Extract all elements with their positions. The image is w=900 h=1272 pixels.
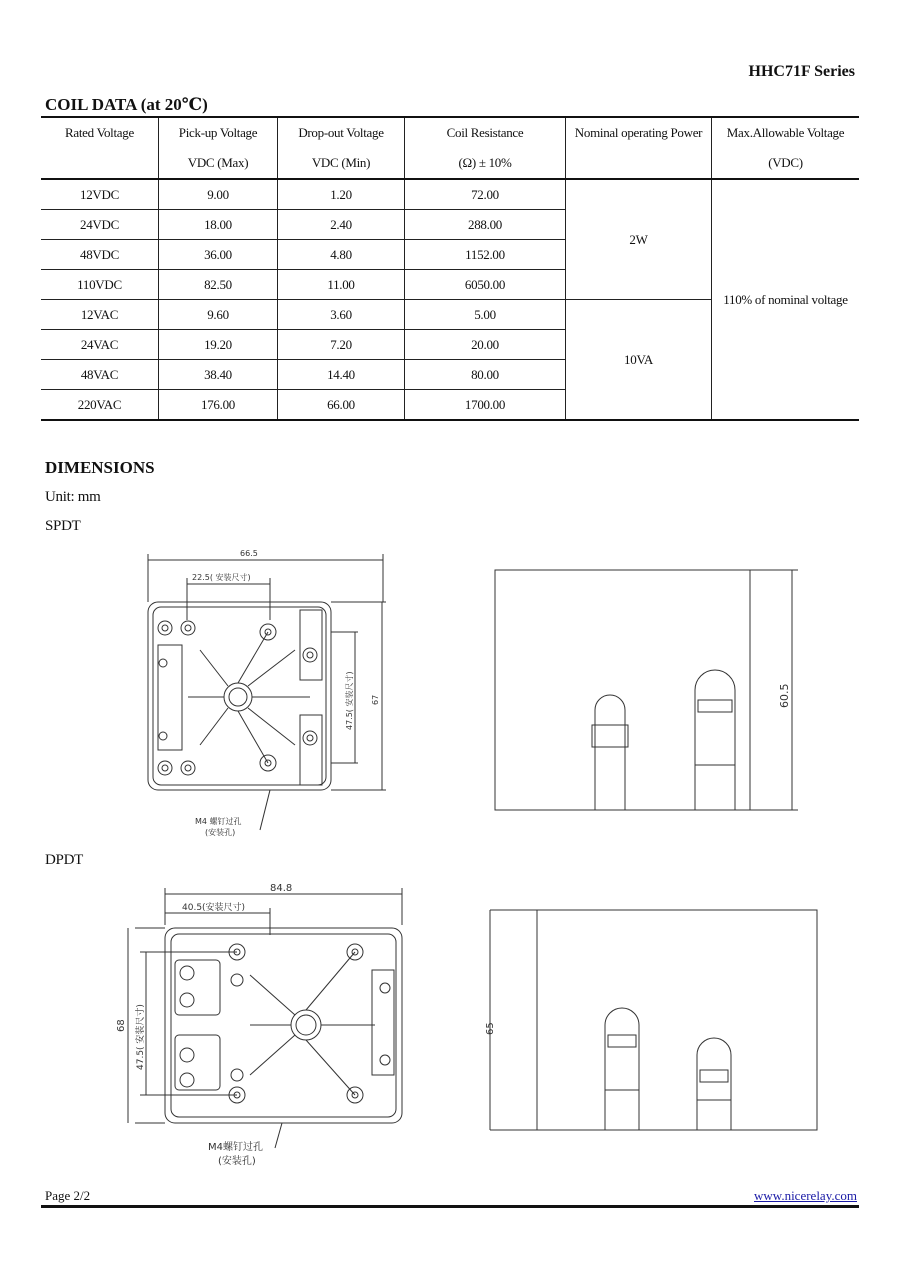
cell-dropout: 7.20 bbox=[278, 330, 405, 360]
header-pickup-unit: VDC (Max) bbox=[159, 148, 278, 179]
series-title: HHC71F Series bbox=[748, 63, 855, 80]
cell-rated: 24VAC bbox=[41, 330, 159, 360]
cell-dropout: 4.80 bbox=[278, 240, 405, 270]
spdt-side-height-dim: 60.5 bbox=[778, 683, 791, 708]
dimensions-title: DIMENSIONS bbox=[45, 458, 155, 477]
page-number: Page 2/2 bbox=[45, 1188, 91, 1203]
cell-dropout: 1.20 bbox=[278, 179, 405, 210]
cell-rated: 24VDC bbox=[41, 210, 159, 240]
spdt-screw-note: M4 螺钉过孔 bbox=[195, 817, 242, 826]
dpdt-side-view-drawing bbox=[475, 905, 820, 1135]
dpdt-mount-height-dim: 47.5( 安装尺寸) bbox=[136, 1004, 146, 1070]
cell-rated: 12VDC bbox=[41, 179, 159, 210]
cell-max-allowable: 110% of nominal voltage bbox=[712, 179, 860, 420]
header-coil-resistance: Coil Resistance bbox=[405, 117, 566, 148]
spdt-height-dim: 67 bbox=[371, 694, 380, 705]
header-power-unit bbox=[566, 148, 712, 179]
cell-power-dc: 2W bbox=[566, 179, 712, 300]
cell-dropout: 14.40 bbox=[278, 360, 405, 390]
spdt-mount-height-dim: 47.5( 安装尺寸) bbox=[345, 671, 354, 730]
header-pickup-voltage: Pick-up Voltage bbox=[159, 117, 278, 148]
coil-data-table bbox=[41, 116, 859, 421]
cell-dropout: 3.60 bbox=[278, 300, 405, 330]
spdt-mount-width-dim: 22.5( 安装尺寸) bbox=[192, 573, 251, 582]
dpdt-height-dim: 68 bbox=[116, 1019, 127, 1032]
cell-rated: 220VAC bbox=[41, 390, 159, 421]
cell-resistance: 1700.00 bbox=[405, 390, 566, 421]
header-dropout-voltage: Drop-out Voltage bbox=[278, 117, 405, 148]
cell-resistance: 6050.00 bbox=[405, 270, 566, 300]
cell-rated: 48VDC bbox=[41, 240, 159, 270]
spdt-width-dim: 66.5 bbox=[240, 549, 258, 558]
spdt-top-view-drawing bbox=[120, 540, 410, 840]
cell-pickup: 18.00 bbox=[159, 210, 278, 240]
cell-resistance: 80.00 bbox=[405, 360, 566, 390]
header-dropout-unit: VDC (Min) bbox=[278, 148, 405, 179]
cell-rated: 48VAC bbox=[41, 360, 159, 390]
cell-dropout: 66.00 bbox=[278, 390, 405, 421]
cell-pickup: 36.00 bbox=[159, 240, 278, 270]
table-row bbox=[41, 179, 859, 210]
cell-resistance: 1152.00 bbox=[405, 240, 566, 270]
header-rated-voltage: Rated Voltage bbox=[65, 125, 134, 140]
table-header-row bbox=[41, 148, 859, 179]
cell-power-ac: 10VA bbox=[566, 300, 712, 421]
cell-dropout: 2.40 bbox=[278, 210, 405, 240]
cell-resistance: 20.00 bbox=[405, 330, 566, 360]
coil-data-title: COIL DATA (at 20℃) bbox=[45, 95, 208, 114]
cell-resistance: 72.00 bbox=[405, 179, 566, 210]
cell-rated: 110VDC bbox=[41, 270, 159, 300]
spdt-label: SPDT bbox=[45, 518, 81, 534]
website-link[interactable]: www.nicerelay.com bbox=[754, 1188, 857, 1203]
dpdt-width-dim: 84.8 bbox=[270, 883, 293, 894]
footer-divider bbox=[41, 1205, 859, 1208]
header-rated-voltage-unit bbox=[41, 148, 159, 179]
cell-pickup: 19.20 bbox=[159, 330, 278, 360]
cell-pickup: 9.60 bbox=[159, 300, 278, 330]
dpdt-label: DPDT bbox=[45, 852, 83, 868]
spdt-screw-note-sub: (安装孔) bbox=[205, 828, 236, 837]
header-max-allowable: Max.Allowable Voltage bbox=[712, 117, 860, 148]
cell-pickup: 9.00 bbox=[159, 179, 278, 210]
dpdt-screw-note-sub: (安装孔) bbox=[218, 1156, 256, 1167]
dpdt-screw-note: M4螺钉过孔 bbox=[208, 1142, 263, 1153]
header-max-unit: (VDC) bbox=[712, 148, 860, 179]
cell-resistance: 5.00 bbox=[405, 300, 566, 330]
cell-pickup: 176.00 bbox=[159, 390, 278, 421]
cell-pickup: 82.50 bbox=[159, 270, 278, 300]
dpdt-side-height-dim: 65 bbox=[485, 1022, 496, 1035]
header-nominal-power: Nominal operating Power bbox=[566, 117, 712, 148]
dpdt-top-view-drawing bbox=[110, 880, 430, 1180]
unit-label: Unit: mm bbox=[45, 489, 101, 505]
cell-resistance: 288.00 bbox=[405, 210, 566, 240]
table-header-row bbox=[41, 117, 859, 148]
cell-pickup: 38.40 bbox=[159, 360, 278, 390]
header-resistance-unit: (Ω) ± 10% bbox=[405, 148, 566, 179]
dpdt-mount-width-dim: 40.5(安装尺寸) bbox=[182, 903, 246, 913]
spdt-side-view-drawing bbox=[490, 560, 800, 822]
cell-rated: 12VAC bbox=[41, 300, 159, 330]
cell-dropout: 11.00 bbox=[278, 270, 405, 300]
